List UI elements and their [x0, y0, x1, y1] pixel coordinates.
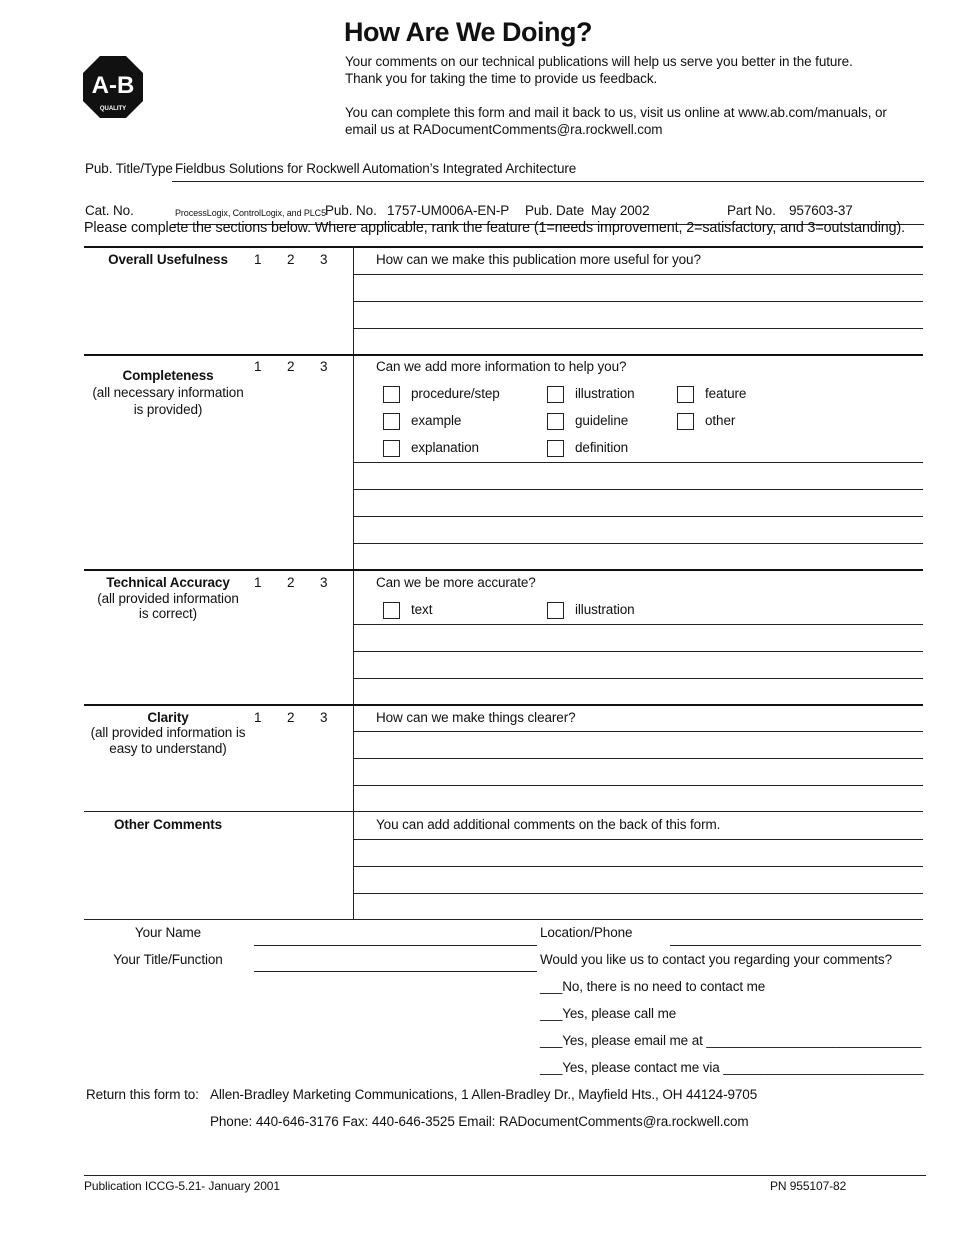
usefulness-rank-2[interactable]: 2 [287, 252, 295, 267]
pub-no-label: Pub. No. [325, 203, 377, 218]
table-top-border [84, 246, 923, 248]
explanation-checkbox[interactable] [383, 440, 400, 457]
example-checkbox[interactable] [383, 413, 400, 430]
pub-date-value[interactable]: May 2002 [591, 203, 650, 218]
text-label: text [411, 602, 433, 617]
contact-question: Would you like us to contact you regarding your comments? [540, 952, 892, 967]
accuracy-illustration-checkbox[interactable] [547, 602, 564, 619]
completeness-title: Completeness [122, 368, 214, 383]
other-answer-line-3[interactable] [353, 893, 923, 894]
page-title: How Are We Doing? [344, 17, 592, 47]
intro-text-line-3: You can complete this form and mail it back to us, visit us online at www.ab.com/manuals, or [345, 105, 887, 120]
usefulness-answer-line-2[interactable] [353, 301, 923, 302]
usefulness-question: How can we make this publication more useful for you? [376, 252, 701, 267]
completeness-rank-1[interactable]: 1 [254, 359, 262, 374]
completeness-question: Can we add more information to help you? [376, 359, 627, 374]
other-comments-title: Other Comments [113, 817, 223, 832]
svg-text:A-B: A-B [91, 72, 135, 99]
footer-publication: Publication ICCG-5.21- January 2001 [84, 1179, 280, 1193]
allen-bradley-logo [82, 55, 144, 119]
guideline-label: guideline [575, 413, 629, 428]
completeness-subtitle-2: is provided) [133, 402, 203, 417]
usefulness-rank-3[interactable]: 3 [320, 252, 328, 267]
footer-rule [84, 1175, 926, 1176]
location-phone-label: Location/Phone [540, 925, 633, 940]
usefulness-rank-1[interactable]: 1 [254, 252, 262, 267]
completeness-subtitle-1: (all necessary information [92, 385, 244, 400]
clarity-answer-line-1[interactable] [353, 731, 923, 732]
your-title-label: Your Title/Function [113, 952, 223, 967]
clarity-answer-line-2[interactable] [353, 758, 923, 759]
other-label: other [705, 413, 736, 428]
accuracy-subtitle-2: is correct) [138, 606, 198, 621]
instructions-text: Please complete the sections below. Where applicable, rank the feature (1=needs improvement, 2=satisfactory, and 3=outstanding). [84, 220, 906, 236]
part-no-value[interactable]: 957603-37 [789, 203, 853, 218]
procedure-step-checkbox[interactable] [383, 386, 400, 403]
illustration-checkbox[interactable] [547, 386, 564, 403]
pub-title-underline [172, 181, 924, 182]
intro-text-line-2: Thank you for taking the time to provide us feedback. [345, 71, 658, 86]
usefulness-bottom-border [84, 354, 923, 356]
part-no-label: Part No. [727, 203, 776, 218]
accuracy-rank-2[interactable]: 2 [287, 575, 295, 590]
your-name-field[interactable] [254, 945, 537, 946]
column-divider [353, 247, 354, 920]
accuracy-rank-3[interactable]: 3 [320, 575, 328, 590]
pub-no-value[interactable]: 1757-UM006A-EN-P [387, 203, 510, 218]
contact-option-via[interactable]: ___Yes, please contact me via ___________________________ [540, 1060, 924, 1075]
other-answer-line-1[interactable] [353, 839, 923, 840]
clarity-subtitle-2: easy to understand) [109, 741, 227, 756]
illustration-label: illustration [575, 386, 635, 401]
your-title-field[interactable] [254, 971, 537, 972]
clarity-rank-3[interactable]: 3 [320, 710, 328, 725]
accuracy-rank-1[interactable]: 1 [254, 575, 262, 590]
location-phone-field[interactable] [670, 945, 921, 946]
cat-no-value[interactable]: ProcessLogix, ControlLogix, and PLC5 [175, 208, 326, 218]
pub-date-label: Pub. Date [525, 203, 585, 218]
contact-option-no[interactable]: ___No, there is no need to contact me [540, 979, 766, 994]
return-address: Allen-Bradley Marketing Communications, 1 Allen-Bradley Dr., Mayfield Hts., OH 44124-9705 [210, 1087, 758, 1102]
completeness-bottom-border [84, 569, 923, 571]
accuracy-subtitle-1: (all provided information [97, 591, 239, 606]
return-label: Return this form to: [86, 1087, 199, 1102]
definition-label: definition [575, 440, 629, 455]
accuracy-answer-line-3[interactable] [353, 678, 923, 679]
clarity-rank-1[interactable]: 1 [254, 710, 262, 725]
completeness-answer-line-1[interactable] [353, 462, 923, 463]
clarity-title: Clarity [147, 710, 189, 725]
intro-text-line-1: Your comments on our technical publications will help us serve you better in the future. [345, 54, 853, 69]
pub-title-label: Pub. Title/Type [85, 161, 173, 176]
usefulness-title: Overall Usefulness [108, 252, 228, 267]
clarity-rank-2[interactable]: 2 [287, 710, 295, 725]
clarity-subtitle-1: (all provided information is [90, 725, 246, 740]
clarity-answer-line-3[interactable] [353, 785, 923, 786]
accuracy-answer-line-2[interactable] [353, 651, 923, 652]
your-name-label: Your Name [134, 925, 202, 940]
completeness-answer-line-2[interactable] [353, 489, 923, 490]
cat-no-label: Cat. No. [85, 203, 134, 218]
return-phone: Phone: 440-646-3176 Fax: 440-646-3525 Email: RADocumentComments@ra.rockwell.com [210, 1114, 749, 1129]
completeness-answer-line-3[interactable] [353, 516, 923, 517]
definition-checkbox[interactable] [547, 440, 564, 457]
footer-pn: PN 955107-82 [770, 1179, 847, 1193]
usefulness-answer-line-1[interactable] [353, 274, 923, 275]
completeness-rank-2[interactable]: 2 [287, 359, 295, 374]
contact-option-call[interactable]: ___Yes, please call me [540, 1006, 677, 1021]
accuracy-title: Technical Accuracy [106, 575, 230, 590]
clarity-question: How can we make things clearer? [376, 710, 576, 725]
feature-label: feature [705, 386, 747, 401]
clarity-bottom-border [84, 811, 923, 812]
completeness-answer-line-4[interactable] [353, 543, 923, 544]
other-answer-line-2[interactable] [353, 866, 923, 867]
other-checkbox[interactable] [677, 413, 694, 430]
guideline-checkbox[interactable] [547, 413, 564, 430]
example-label: example [411, 413, 462, 428]
accuracy-question: Can we be more accurate? [376, 575, 536, 590]
intro-text-line-4: email us at RADocumentComments@ra.rockwell.com [345, 122, 663, 137]
feature-checkbox[interactable] [677, 386, 694, 403]
pub-title-value[interactable]: Fieldbus Solutions for Rockwell Automation’s Integrated Architecture [175, 161, 577, 176]
procedure-step-label: procedure/step [411, 386, 500, 401]
usefulness-answer-line-3[interactable] [353, 328, 923, 329]
table-bottom-border [84, 919, 923, 920]
other-comments-prompt: You can add additional comments on the back of this form. [376, 817, 721, 832]
accuracy-bottom-border [84, 704, 923, 706]
accuracy-illustration-label: illustration [575, 602, 635, 617]
text-checkbox[interactable] [383, 602, 400, 619]
completeness-rank-3[interactable]: 3 [320, 359, 328, 374]
accuracy-answer-line-1[interactable] [353, 624, 923, 625]
explanation-label: explanation [411, 440, 479, 455]
svg-text:QUALITY: QUALITY [99, 106, 127, 112]
contact-option-email[interactable]: ___Yes, please email me at _____________________________ [540, 1033, 922, 1048]
